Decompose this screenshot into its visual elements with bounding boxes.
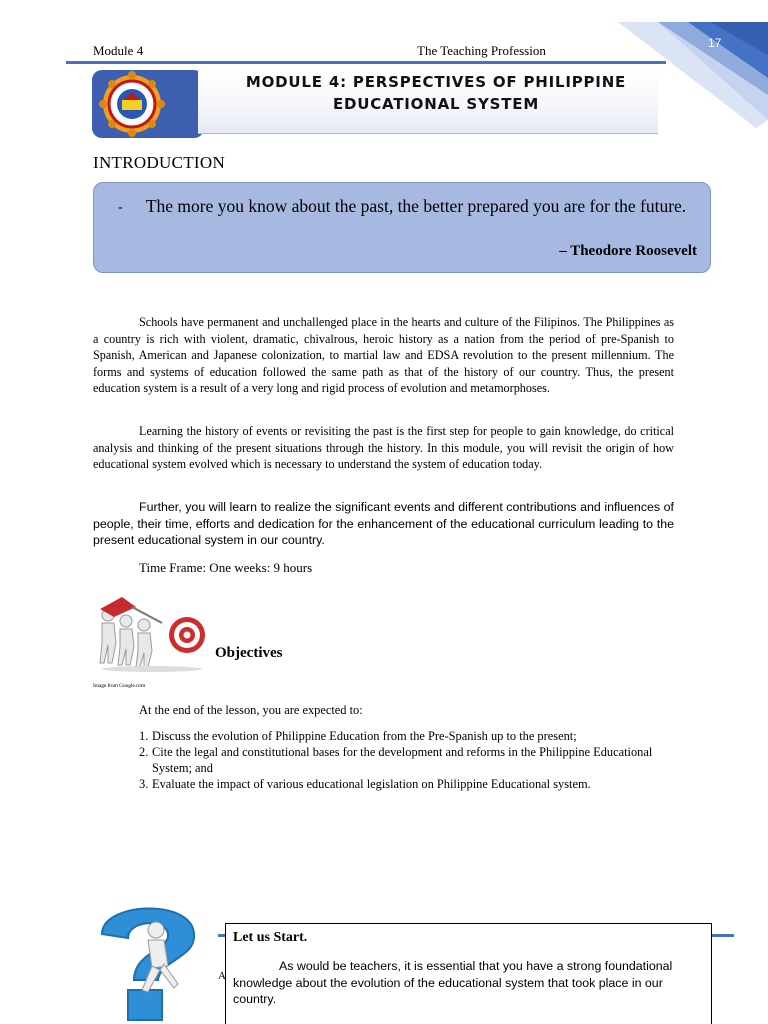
objectives-list <box>139 728 679 792</box>
list-item-number: 2. <box>139 745 149 759</box>
university-seal-icon <box>92 70 204 138</box>
let-us-start-text: As would be teachers, it is essential that you have a strong foundational knowledge about the evolution of the educational system that took place in our country. <box>233 959 673 1006</box>
quote-author: – Theodore Roosevelt <box>559 243 697 259</box>
let-us-start-heading: Let us Start. <box>233 930 308 945</box>
image-credit: Image from Google.com <box>93 683 146 689</box>
introduction-heading: INTRODUCTION <box>93 153 226 172</box>
target-team-icon <box>92 593 210 673</box>
running-header-module: Module 4 <box>93 43 144 58</box>
list-item-text: Cite the legal and constitutional bases for the development and reforms in the Philippine Educational System; and <box>152 745 653 775</box>
module-title-line1: MODULE 4: PERSPECTIVES OF PHILIPPINE <box>245 73 627 91</box>
intro-paragraph-3: Further, you will learn to realize the significant events and different contributions and influences of people, their time, efforts and dedication for the enhancement of the educational curriculum leading to the present educational system in our country. <box>93 500 674 547</box>
list-item <box>139 776 679 792</box>
objectives-lead: At the end of the lesson, you are expected to: <box>139 703 363 717</box>
list-item <box>139 728 679 744</box>
running-header-title: The Teaching Profession <box>417 43 546 58</box>
module-title-line2: EDUCATIONAL SYSTEM <box>332 95 540 113</box>
module-title <box>198 71 674 115</box>
header-rule <box>66 61 666 64</box>
intro-paragraph-1: Schools have permanent and unchallenged place in the hearts and culture of the Filipinos. The Philippines as a country is rich with violent, dramatic, chivalrous, heroic history as a nation from the period of pre-Spanish to Spanish, American and Japanese colonization, to martial law and EDSA revolution to the present millennium. The forms and systems of education followed the same path as that of the history of our country. Thus, the present education system is a result of a very long and rigid process of evolution and metamorphoses. <box>93 315 674 396</box>
list-item-text: Evaluate the impact of various educational legislation on Philippine Educational system. <box>152 777 591 791</box>
quote-bullet: - <box>118 200 123 215</box>
intro-paragraph-2: Learning the history of events or revisiting the past is the first step for people to gain knowledge, do critical analysis and thinking of the present situations through the history. In this module, you will revisit the origin of how educational system evolved which is necessary to understand the system of education today. <box>93 424 674 472</box>
list-item-text: Discuss the evolution of Philippine Education from the Pre-Spanish up to the present; <box>152 729 577 743</box>
quote-text: The more you know about the past, the better prepared you are for the future. <box>145 196 687 216</box>
question-mark-person-icon <box>82 894 218 1024</box>
list-item-number: 1. <box>139 729 149 743</box>
list-item-number: 3. <box>139 777 149 791</box>
objectives-heading: Objectives <box>215 645 283 661</box>
page-number: 17 <box>708 36 722 50</box>
stray-character: A <box>218 970 226 982</box>
list-item <box>139 744 679 776</box>
time-frame: Time Frame: One weeks: 9 hours <box>139 560 313 575</box>
